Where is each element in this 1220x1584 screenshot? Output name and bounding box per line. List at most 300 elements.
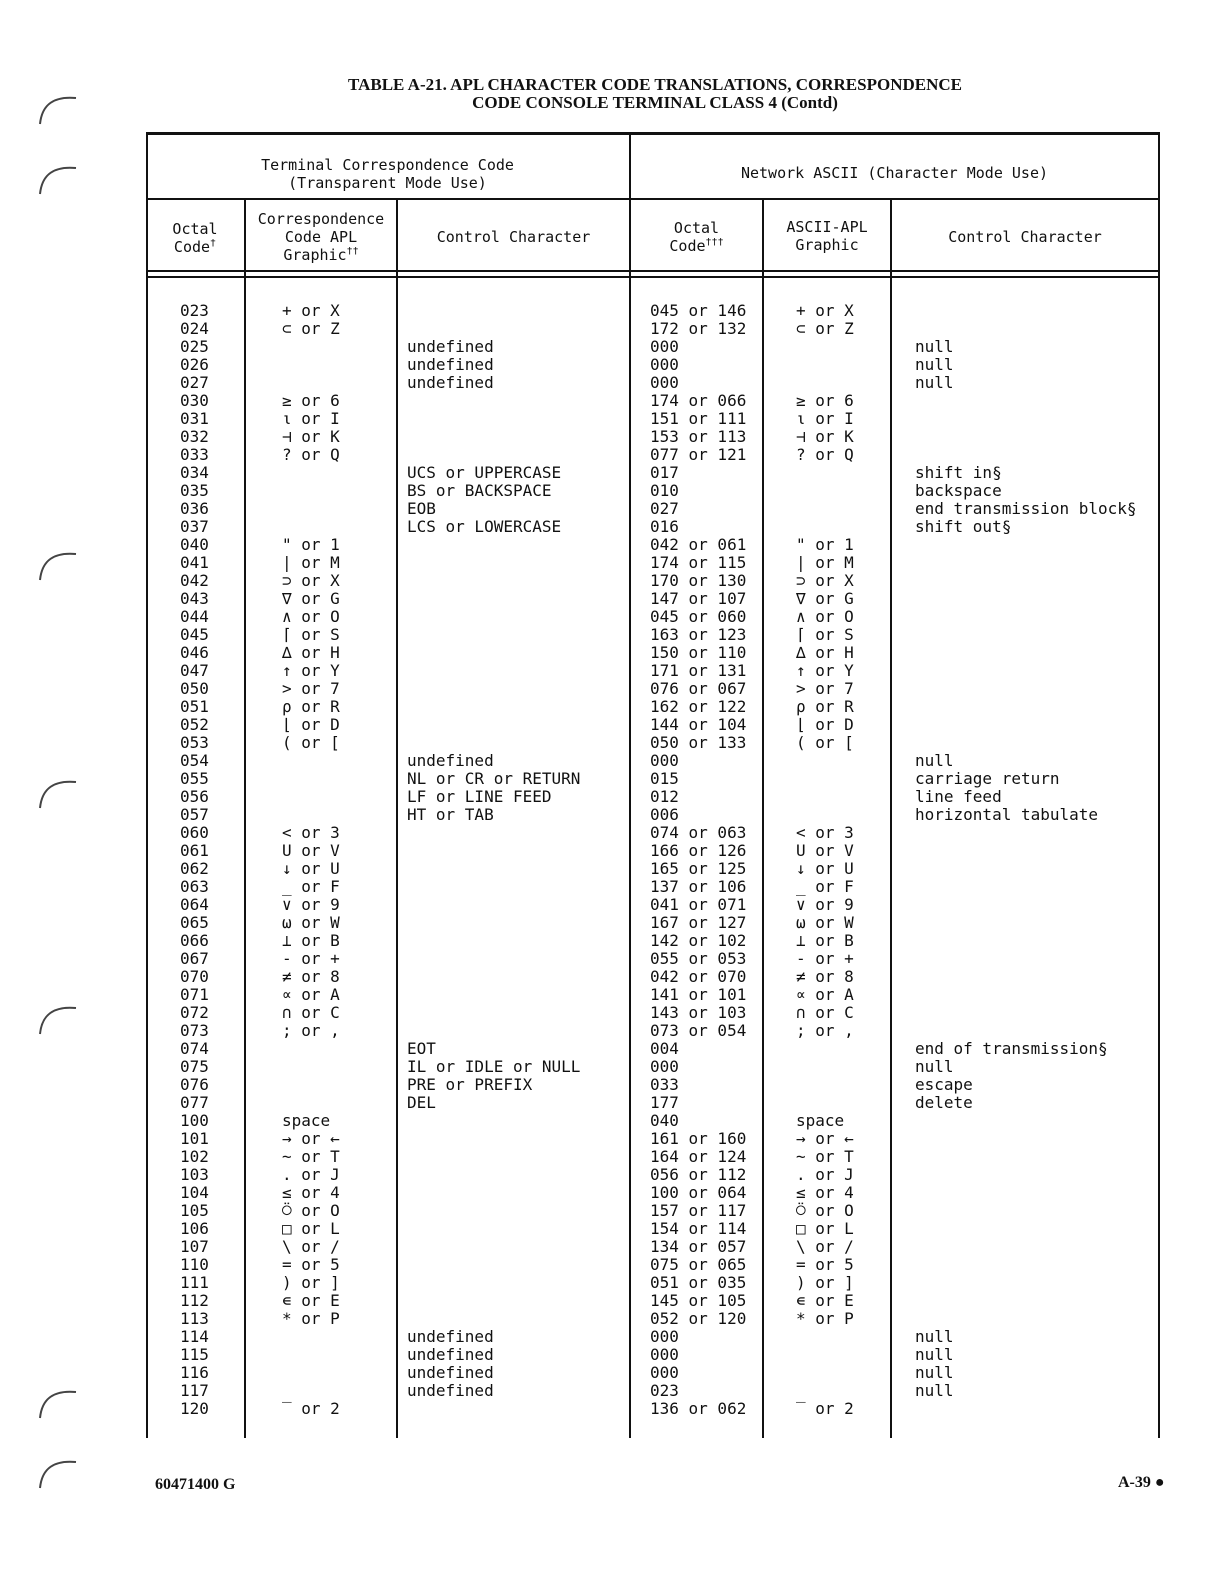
row-control-character: DEL <box>407 1093 436 1112</box>
row-ascii-apl-graphic: space <box>796 1111 845 1130</box>
row-ascii-control-character: null <box>915 355 954 374</box>
group-header-terminal-line2: (Transparent Mode Use) <box>288 174 487 192</box>
row-correspondence-graphic <box>282 356 340 374</box>
row-ascii-octal-code: 073 or 054 <box>650 1021 747 1040</box>
group-header-rule <box>146 198 1160 200</box>
row-ascii-apl-graphic: ⊃ or X <box>796 571 854 590</box>
row-octal-code: 054 <box>180 751 209 770</box>
row-octal-code: 107 <box>180 1237 209 1256</box>
row-ascii-octal-code: 163 or 123 <box>650 625 747 644</box>
row-ascii-apl-graphic: \ or / <box>796 1237 854 1256</box>
row-ascii-apl-graphic: + or X <box>796 301 854 320</box>
right-border <box>1158 132 1160 1438</box>
header-corr-line2: Code APL <box>284 228 358 246</box>
row-ascii-octal-code: 000 <box>650 1057 679 1076</box>
row-ascii-octal-code: 012 <box>650 787 679 806</box>
row-ascii-apl-graphic: □ or L <box>796 1219 854 1238</box>
row-control-character <box>407 626 580 644</box>
row-correspondence-graphic <box>282 374 340 392</box>
row-octal-code: 055 <box>180 769 209 788</box>
row-control-character <box>407 590 580 608</box>
row-correspondence-graphic: | or M <box>282 553 340 572</box>
row-ascii-octal-code: 027 <box>650 499 679 518</box>
row-ascii-apl-graphic: ∩ or C <box>796 1003 854 1022</box>
row-ascii-apl-graphic <box>796 1040 854 1058</box>
row-ascii-control-character <box>915 1184 1137 1202</box>
row-octal-code: 060 <box>180 823 209 842</box>
row-ascii-apl-graphic: - or + <box>796 949 854 968</box>
header-corr-line1: Correspondence <box>257 210 385 228</box>
row-ascii-apl-graphic: ⍥ or O <box>796 1201 854 1220</box>
row-ascii-control-character <box>915 1238 1137 1256</box>
row-octal-code: 043 <box>180 589 209 608</box>
row-octal-code: 026 <box>180 355 209 374</box>
row-octal-code: 074 <box>180 1039 209 1058</box>
row-octal-code: 061 <box>180 841 209 860</box>
row-ascii-control-character: null <box>915 1381 954 1400</box>
row-ascii-apl-graphic <box>796 1364 854 1382</box>
row-control-character: UCS or UPPERCASE <box>407 463 562 482</box>
row-ascii-octal-code: 147 or 107 <box>650 589 747 608</box>
punch-hole-mark <box>36 998 80 1038</box>
row-correspondence-graphic: ⊣ or K <box>282 427 340 446</box>
group-header-network: Network ASCII (Character Mode Use) <box>740 164 1049 182</box>
row-ascii-apl-graphic: * or P <box>796 1309 854 1328</box>
row-octal-code: 031 <box>180 409 209 428</box>
row-ascii-control-character: null <box>915 373 954 392</box>
row-ascii-apl-graphic: U or V <box>796 841 854 860</box>
row-control-character: undefined <box>407 751 494 770</box>
row-correspondence-graphic <box>282 770 340 788</box>
row-control-character <box>407 428 580 446</box>
row-ascii-octal-code: 056 or 112 <box>650 1165 747 1184</box>
row-correspondence-graphic: ⊂ or Z <box>282 319 340 338</box>
row-control-character <box>407 320 580 338</box>
header-octal-code-sup: † <box>210 238 217 249</box>
row-octal-code: 024 <box>180 319 209 338</box>
row-ascii-apl-graphic <box>796 1382 854 1400</box>
row-octal-code: 033 <box>180 445 209 464</box>
row-octal-code: 101 <box>180 1129 209 1148</box>
punch-hole-mark <box>36 88 80 128</box>
row-control-character <box>407 1202 580 1220</box>
row-control-character <box>407 734 580 752</box>
row-ascii-control-character <box>915 1130 1137 1148</box>
row-correspondence-graphic <box>282 806 340 824</box>
row-ascii-control-character: null <box>915 751 954 770</box>
row-control-character <box>407 986 580 1004</box>
row-ascii-control-character <box>915 1022 1137 1040</box>
row-correspondence-graphic: ∨ or 9 <box>282 895 340 914</box>
row-correspondence-graphic: - or + <box>282 949 340 968</box>
row-ascii-apl-graphic: ≠ or 8 <box>796 967 854 986</box>
row-octal-code: 040 <box>180 535 209 554</box>
row-control-character: undefined <box>407 1327 494 1346</box>
row-octal-code: 034 <box>180 463 209 482</box>
row-correspondence-graphic: ⌊ or D <box>282 715 340 734</box>
row-ascii-octal-code: 045 or 146 <box>650 301 747 320</box>
row-ascii-control-character <box>915 914 1137 932</box>
row-octal-code: 102 <box>180 1147 209 1166</box>
row-correspondence-graphic <box>282 752 340 770</box>
row-ascii-apl-graphic: ∊ or E <box>796 1291 854 1310</box>
row-ascii-apl-graphic: ↓ or U <box>796 859 854 878</box>
row-control-character <box>407 662 580 680</box>
row-ascii-apl-graphic: ∧ or O <box>796 607 854 626</box>
header-corr-line3: Graphic <box>283 246 347 264</box>
row-correspondence-graphic <box>282 1094 340 1112</box>
row-ascii-octal-code: 000 <box>650 1327 679 1346</box>
row-ascii-control-character: end transmission block§ <box>915 499 1137 518</box>
row-ascii-control-character <box>915 824 1137 842</box>
row-ascii-control-character <box>915 968 1137 986</box>
row-correspondence-graphic <box>282 1058 340 1076</box>
row-ascii-apl-graphic <box>796 1328 854 1346</box>
row-control-character <box>407 1184 580 1202</box>
row-ascii-octal-code: 000 <box>650 751 679 770</box>
table-top-rule <box>146 132 1160 135</box>
row-control-character: EOB <box>407 499 436 518</box>
row-correspondence-graphic: ∝ or A <box>282 985 340 1004</box>
row-control-character <box>407 410 580 428</box>
row-ascii-octal-code: 000 <box>650 337 679 356</box>
row-correspondence-graphic: < or 3 <box>282 823 340 842</box>
row-ascii-control-character <box>915 626 1137 644</box>
row-ascii-octal-code: 143 or 103 <box>650 1003 747 1022</box>
row-correspondence-graphic: " or 1 <box>282 535 340 554</box>
row-ascii-octal-code: 076 or 067 <box>650 679 747 698</box>
row-ascii-apl-graphic <box>796 1346 854 1364</box>
header-octal-code-line2: Code <box>173 238 211 256</box>
row-ascii-apl-graphic <box>796 1058 854 1076</box>
row-correspondence-graphic: * or P <box>282 1309 340 1328</box>
row-control-character <box>407 446 580 464</box>
row-ascii-control-character: escape <box>915 1075 973 1094</box>
row-ascii-octal-code: 141 or 101 <box>650 985 747 1004</box>
row-ascii-apl-graphic: | or M <box>796 553 854 572</box>
row-ascii-control-character <box>915 608 1137 626</box>
row-ascii-apl-graphic <box>796 770 854 788</box>
row-ascii-control-character <box>915 734 1137 752</box>
row-octal-code: 120 <box>180 1399 209 1418</box>
row-ascii-octal-code: 172 or 132 <box>650 319 747 338</box>
col-divider-4 <box>762 198 764 1438</box>
row-octal-code: 105 <box>180 1201 209 1220</box>
row-octal-code: 050 <box>180 679 209 698</box>
row-ascii-apl-graphic <box>796 806 854 824</box>
row-control-character <box>407 1148 580 1166</box>
row-correspondence-graphic: + or X <box>282 301 340 320</box>
row-ascii-control-character: backspace <box>915 481 1002 500</box>
row-ascii-octal-code: 017 <box>650 463 679 482</box>
row-octal-code: 042 <box>180 571 209 590</box>
row-correspondence-graphic <box>282 1328 340 1346</box>
row-octal-code: 064 <box>180 895 209 914</box>
row-octal-code: 057 <box>180 805 209 824</box>
row-ascii-control-character <box>915 716 1137 734</box>
header-control-left: Control Character <box>436 228 591 246</box>
row-ascii-octal-code: 040 <box>650 1111 679 1130</box>
row-correspondence-graphic: ∆ or H <box>282 643 340 662</box>
row-ascii-octal-code: 150 or 110 <box>650 643 747 662</box>
row-octal-code: 066 <box>180 931 209 950</box>
row-octal-code: 032 <box>180 427 209 446</box>
row-control-character <box>407 950 580 968</box>
row-octal-code: 036 <box>180 499 209 518</box>
row-ascii-apl-graphic: > or 7 <box>796 679 854 698</box>
row-octal-code: 053 <box>180 733 209 752</box>
punch-hole-mark <box>36 1452 80 1492</box>
row-ascii-octal-code: 144 or 104 <box>650 715 747 734</box>
row-octal-code: 065 <box>180 913 209 932</box>
row-ascii-control-character: null <box>915 1345 954 1364</box>
row-correspondence-graphic: ~ or T <box>282 1147 340 1166</box>
header-correspondence-graphic <box>246 210 396 264</box>
row-control-character <box>407 1256 580 1274</box>
row-correspondence-graphic: ↑ or Y <box>282 661 340 680</box>
row-ascii-octal-code: 161 or 160 <box>650 1129 747 1148</box>
row-ascii-control-character: end of transmission§ <box>915 1039 1108 1058</box>
row-control-character <box>407 968 580 986</box>
row-ascii-octal-code: 154 or 114 <box>650 1219 747 1238</box>
row-octal-code: 056 <box>180 787 209 806</box>
row-ascii-control-character <box>915 1400 1137 1418</box>
row-control-character <box>407 914 580 932</box>
row-ascii-octal-code: 151 or 111 <box>650 409 747 428</box>
row-octal-code: 110 <box>180 1255 209 1274</box>
row-octal-code: 041 <box>180 553 209 572</box>
row-ascii-apl-graphic: " or 1 <box>796 535 854 554</box>
row-octal-code: 062 <box>180 859 209 878</box>
row-ascii-control-character <box>915 428 1137 446</box>
row-correspondence-graphic <box>282 1346 340 1364</box>
row-ascii-control-character <box>915 680 1137 698</box>
row-ascii-octal-code: 145 or 105 <box>650 1291 747 1310</box>
table-title <box>0 76 1220 112</box>
row-ascii-control-character <box>915 1166 1137 1184</box>
row-ascii-control-character <box>915 1292 1137 1310</box>
row-ascii-control-character <box>915 662 1137 680</box>
row-ascii-octal-code: 167 or 127 <box>650 913 747 932</box>
row-ascii-octal-code: 000 <box>650 355 679 374</box>
row-ascii-apl-graphic <box>796 464 854 482</box>
row-control-character <box>407 716 580 734</box>
row-ascii-control-character <box>915 1310 1137 1328</box>
row-ascii-apl-graphic: ≤ or 4 <box>796 1183 854 1202</box>
row-control-character: HT or TAB <box>407 805 494 824</box>
row-octal-code: 071 <box>180 985 209 1004</box>
col-divider-2 <box>396 198 398 1438</box>
row-control-character <box>407 1238 580 1256</box>
row-control-character <box>407 644 580 662</box>
row-ascii-control-character: null <box>915 1057 954 1076</box>
group-header-terminal <box>146 156 629 192</box>
row-control-character: undefined <box>407 1345 494 1364</box>
row-control-character: undefined <box>407 1363 494 1382</box>
row-ascii-control-character <box>915 392 1137 410</box>
row-control-character <box>407 554 580 572</box>
row-correspondence-graphic <box>282 1040 340 1058</box>
row-ascii-apl-graphic: ( or [ <box>796 733 854 752</box>
row-ascii-octal-code: 174 or 115 <box>650 553 747 572</box>
row-ascii-apl-graphic: . or J <box>796 1165 854 1184</box>
row-octal-code: 051 <box>180 697 209 716</box>
row-correspondence-graphic: ⍴ or R <box>282 697 340 716</box>
row-octal-code: 113 <box>180 1309 209 1328</box>
row-correspondence-graphic: ⊃ or X <box>282 571 340 590</box>
row-octal-code: 045 <box>180 625 209 644</box>
punch-hole-mark <box>36 544 80 584</box>
column-header-rule-2 <box>146 276 1160 278</box>
row-correspondence-graphic <box>282 464 340 482</box>
row-ascii-octal-code: 033 <box>650 1075 679 1094</box>
row-control-character <box>407 536 580 554</box>
row-correspondence-graphic: \ or / <box>282 1237 340 1256</box>
row-octal-code: 072 <box>180 1003 209 1022</box>
row-control-character <box>407 1112 580 1130</box>
row-ascii-apl-graphic <box>796 482 854 500</box>
row-ascii-apl-graphic: ⌊ or D <box>796 715 854 734</box>
row-control-character <box>407 824 580 842</box>
row-control-character <box>407 302 580 320</box>
row-correspondence-graphic: ≠ or 8 <box>282 967 340 986</box>
header-ascii-line1: ASCII-APL <box>786 218 868 236</box>
row-ascii-control-character: null <box>915 1327 954 1346</box>
row-correspondence-graphic: ∩ or C <box>282 1003 340 1022</box>
row-ascii-octal-code: 000 <box>650 373 679 392</box>
row-ascii-apl-graphic: ~ or T <box>796 1147 854 1166</box>
row-ascii-apl-graphic: _ or F <box>796 877 854 896</box>
row-ascii-octal-code: 000 <box>650 1363 679 1382</box>
row-ascii-control-character: null <box>915 337 954 356</box>
row-octal-code: 104 <box>180 1183 209 1202</box>
punch-hole-mark <box>36 1382 80 1422</box>
row-ascii-octal-code: 157 or 117 <box>650 1201 747 1220</box>
row-octal-code: 046 <box>180 643 209 662</box>
row-ascii-octal-code: 142 or 102 <box>650 931 747 950</box>
row-control-character: undefined <box>407 355 494 374</box>
row-ascii-octal-code: 045 or 060 <box>650 607 747 626</box>
row-ascii-control-character <box>915 1220 1137 1238</box>
row-ascii-octal-code: 177 <box>650 1093 679 1112</box>
row-ascii-apl-graphic: ⌈ or S <box>796 625 854 644</box>
row-control-character <box>407 572 580 590</box>
row-control-character <box>407 1220 580 1238</box>
row-octal-code: 023 <box>180 301 209 320</box>
row-correspondence-graphic: _ or F <box>282 877 340 896</box>
row-ascii-octal-code: 004 <box>650 1039 679 1058</box>
row-correspondence-graphic: ⍳ or I <box>282 409 340 428</box>
row-ascii-control-character <box>915 698 1137 716</box>
row-ascii-apl-graphic: ∇ or G <box>796 589 854 608</box>
row-correspondence-graphic: ≥ or 6 <box>282 391 340 410</box>
row-octal-code: 067 <box>180 949 209 968</box>
row-ascii-octal-code: 174 or 066 <box>650 391 747 410</box>
row-ascii-apl-graphic: ? or Q <box>796 445 854 464</box>
row-ascii-apl-graphic: → or ← <box>796 1129 854 1148</box>
header-octal-code-line1: Octal <box>172 220 218 238</box>
row-correspondence-graphic: → or ← <box>282 1129 340 1148</box>
row-octal-code: 037 <box>180 517 209 536</box>
row-ascii-control-character <box>915 860 1137 878</box>
row-ascii-octal-code: 136 or 062 <box>650 1399 747 1418</box>
row-ascii-control-character: horizontal tabulate <box>915 805 1099 824</box>
row-ascii-control-character <box>915 302 1137 320</box>
row-ascii-apl-graphic: ≥ or 6 <box>796 391 854 410</box>
column-octal-code <box>180 302 209 1418</box>
row-correspondence-graphic: ? or Q <box>282 445 340 464</box>
row-ascii-octal-code: 075 or 065 <box>650 1255 747 1274</box>
row-control-character: LF or LINE FEED <box>407 787 552 806</box>
row-control-character: LCS or LOWERCASE <box>407 517 562 536</box>
row-control-character: EOT <box>407 1039 436 1058</box>
column-ascii-apl-graphic <box>796 302 854 1418</box>
row-ascii-control-character <box>915 896 1137 914</box>
header-octal-code-ascii <box>631 219 762 255</box>
row-octal-code: 100 <box>180 1111 209 1130</box>
row-ascii-apl-graphic: ⍵ or W <box>796 913 854 932</box>
column-control-left <box>407 302 580 1418</box>
row-correspondence-graphic <box>282 788 340 806</box>
row-octal-code: 047 <box>180 661 209 680</box>
row-ascii-control-character <box>915 1274 1137 1292</box>
row-control-character <box>407 698 580 716</box>
row-ascii-apl-graphic <box>796 500 854 518</box>
punch-hole-mark <box>36 772 80 812</box>
row-correspondence-graphic: . or J <box>282 1165 340 1184</box>
header-ascii-apl-graphic <box>764 218 890 254</box>
row-ascii-octal-code: 162 or 122 <box>650 697 747 716</box>
group-header-terminal-line1: Terminal Correspondence Code <box>261 156 514 174</box>
row-octal-code: 111 <box>180 1273 209 1292</box>
center-divider <box>629 132 631 1438</box>
row-octal-code: 063 <box>180 877 209 896</box>
row-octal-code: 115 <box>180 1345 209 1364</box>
row-octal-code: 106 <box>180 1219 209 1238</box>
row-ascii-apl-graphic: ⊂ or Z <box>796 319 854 338</box>
row-octal-code: 076 <box>180 1075 209 1094</box>
row-octal-code: 117 <box>180 1381 209 1400</box>
row-ascii-control-character <box>915 842 1137 860</box>
row-correspondence-graphic: □ or L <box>282 1219 340 1238</box>
row-octal-code: 025 <box>180 337 209 356</box>
row-control-character <box>407 1274 580 1292</box>
row-ascii-apl-graphic: = or 5 <box>796 1255 854 1274</box>
row-ascii-apl-graphic: ⊣ or K <box>796 427 854 446</box>
row-ascii-apl-graphic <box>796 1094 854 1112</box>
row-ascii-octal-code: 170 or 130 <box>650 571 747 590</box>
row-ascii-apl-graphic <box>796 356 854 374</box>
row-octal-code: 114 <box>180 1327 209 1346</box>
row-ascii-apl-graphic: ⊥ or B <box>796 931 854 950</box>
row-correspondence-graphic: ⌈ or S <box>282 625 340 644</box>
row-correspondence-graphic: ⍵ or W <box>282 913 340 932</box>
row-ascii-octal-code: 041 or 071 <box>650 895 747 914</box>
header-octal2-sup: ††† <box>705 237 724 248</box>
left-border <box>146 198 148 1438</box>
translation-table <box>146 132 1160 1438</box>
row-control-character: PRE or PREFIX <box>407 1075 533 1094</box>
row-ascii-control-character <box>915 572 1137 590</box>
row-ascii-apl-graphic: ⍳ or I <box>796 409 854 428</box>
row-correspondence-graphic: ∊ or E <box>282 1291 340 1310</box>
row-correspondence-graphic <box>282 1364 340 1382</box>
row-ascii-apl-graphic: ↑ or Y <box>796 661 854 680</box>
row-correspondence-graphic <box>282 1382 340 1400</box>
row-control-character <box>407 1130 580 1148</box>
row-ascii-octal-code: 015 <box>650 769 679 788</box>
page-number: A-39 ● <box>1118 1474 1165 1491</box>
